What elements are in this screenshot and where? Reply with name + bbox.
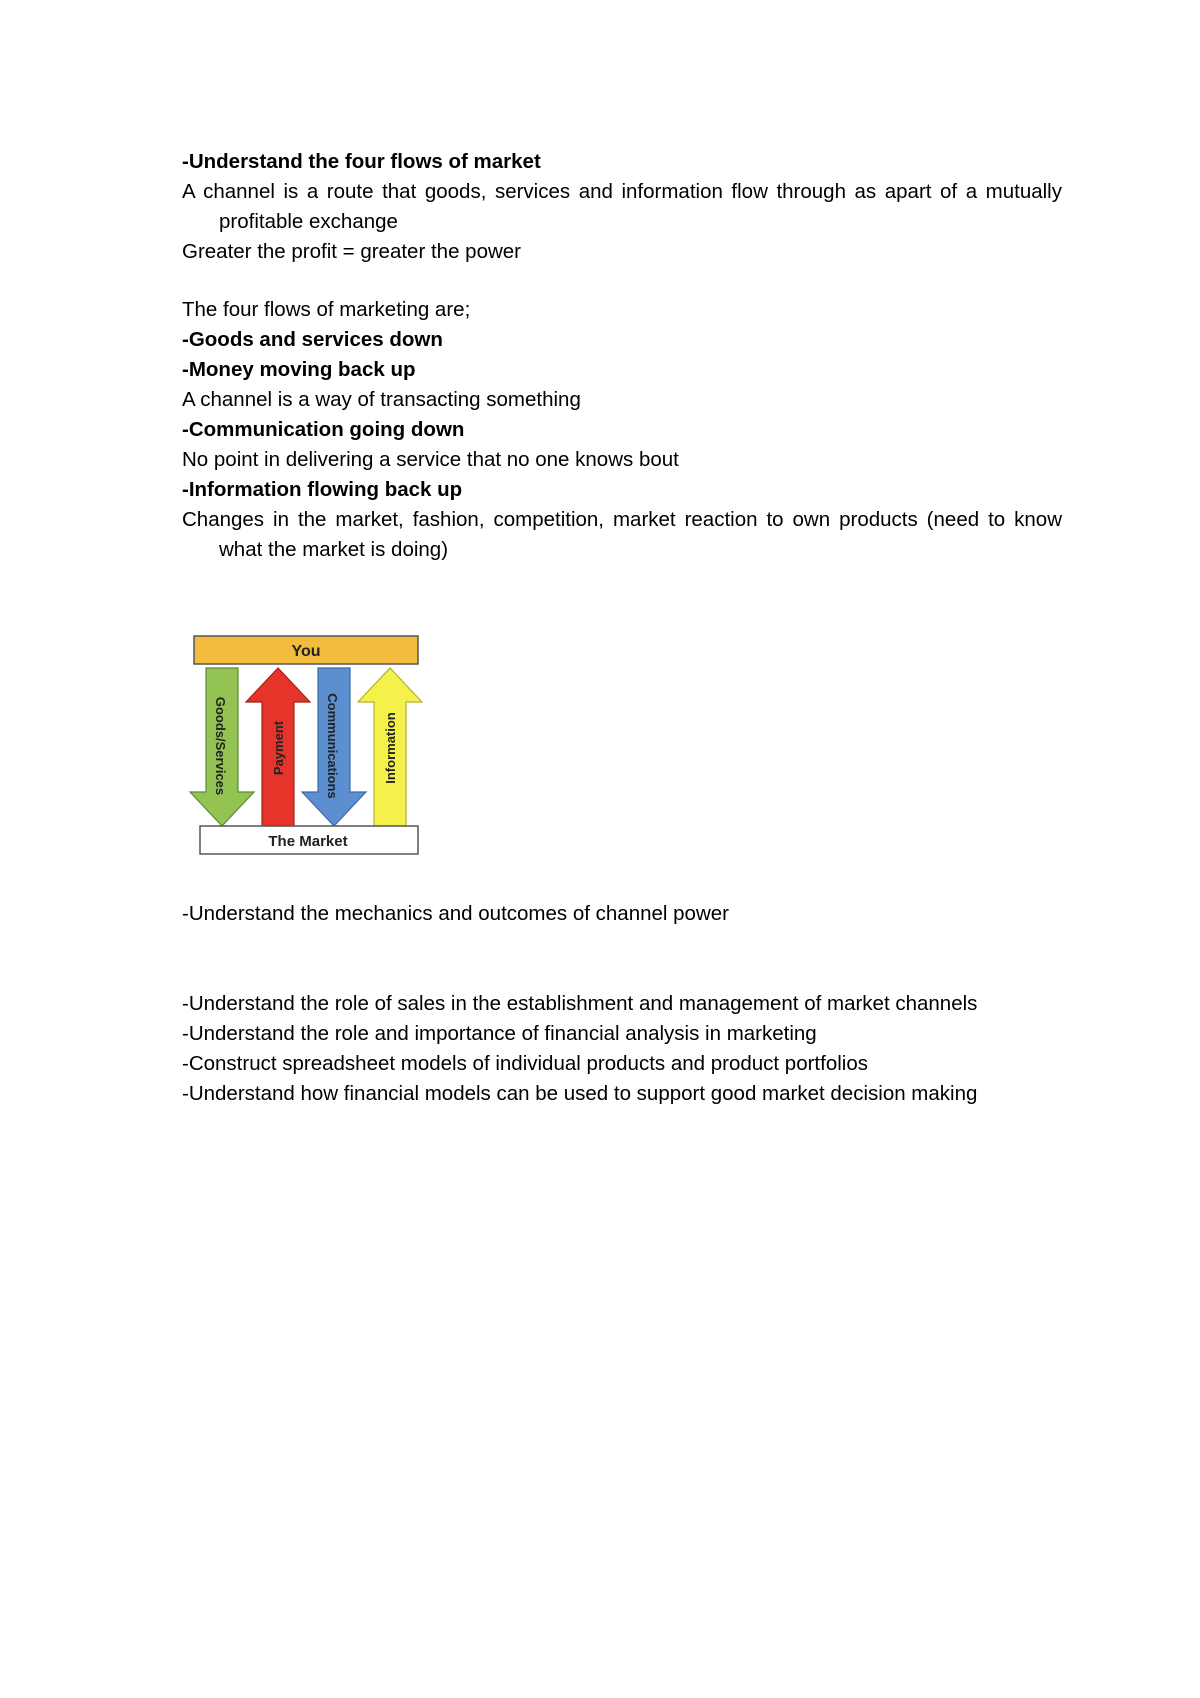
flow-information-note: Changes in the market, fashion, competition, market reaction to own products (need to know what the market is doing): [182, 508, 1062, 561]
information-label: Information: [383, 712, 398, 784]
four-flows-diagram: [180, 628, 428, 860]
you-label: You: [291, 643, 321, 660]
flow-communication-note: No point in delivering a service that no one knows bout: [182, 448, 679, 471]
objective-sales-role: -Understand the role of sales in the establishment and management of market channels: [182, 992, 978, 1015]
section-objectives: [182, 989, 1082, 1109]
communications-label: Communications: [325, 693, 340, 799]
section-channel-power: [182, 899, 1082, 929]
goods-services-label: Goods/Services: [213, 696, 228, 796]
profit-power-note: Greater the profit = greater the power: [182, 240, 522, 263]
flow-money: -Money moving back up: [182, 358, 416, 381]
market-label: The Market: [268, 833, 348, 850]
objective-financial-analysis: -Understand the role and importance of financial analysis in marketing: [182, 1022, 817, 1045]
channel-power-item: -Understand the mechanics and outcomes of channel power: [182, 902, 729, 925]
blank-line: [182, 267, 1062, 295]
objective-financial-models: -Understand how financial models can be used to support good market decision making: [182, 1082, 978, 1105]
flow-communication: -Communication going down: [182, 418, 465, 441]
channel-definition: A channel is a route that goods, services and information flow through as apart of a mutually profitable exchange: [182, 180, 1062, 233]
flows-intro: The four flows of marketing are;: [182, 298, 471, 321]
section-heading: -Understand the four flows of market: [182, 150, 541, 173]
objective-spreadsheet-models: -Construct spreadsheet models of individual products and product portfolios: [182, 1052, 868, 1075]
flow-goods-services: -Goods and services down: [182, 328, 443, 351]
flow-information: -Information flowing back up: [182, 478, 463, 501]
payment-label: Payment: [271, 720, 286, 776]
flow-money-note: A channel is a way of transacting something: [182, 388, 581, 411]
section-four-flows: [182, 147, 1062, 565]
